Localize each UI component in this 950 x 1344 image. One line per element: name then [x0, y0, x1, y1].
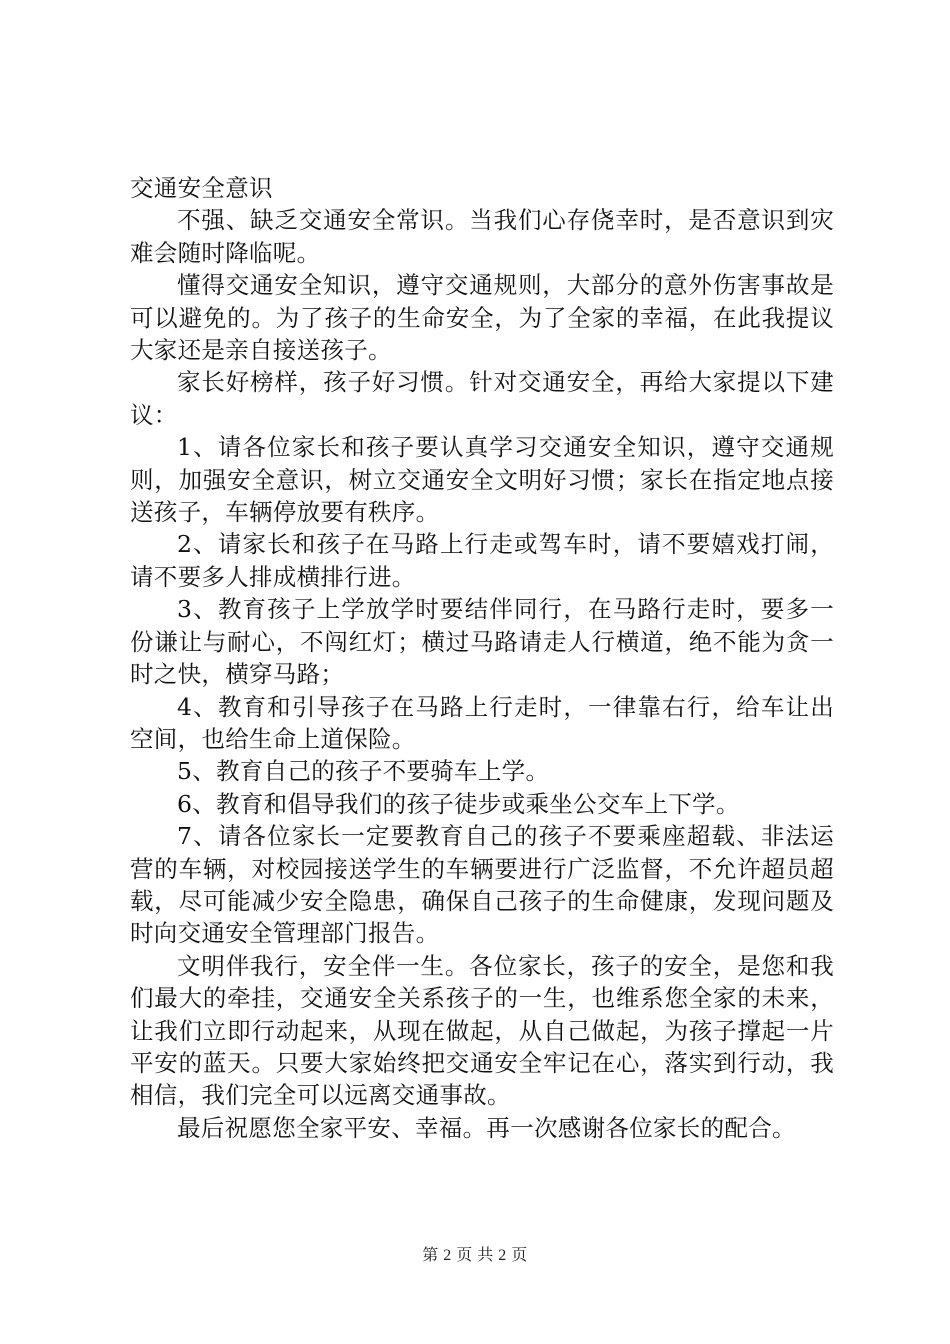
- list-item: 1、请各位家长和孩子要认真学习交通安全知识，遵守交通规则，加强安全意识，树立交通安全文明好习惯；家长在指定地点接送孩子，车辆停放要有秩序。: [130, 433, 834, 527]
- paragraph: 最后祝愿您全家平安、幸福。再一次感谢各位家长的配合。: [177, 1113, 796, 1142]
- document-body: [130, 172, 834, 1144]
- paragraph: 不强、缺乏交通安全常识。当我们心存侥幸时，是否意识到灾难会随时降临呢。: [130, 206, 834, 267]
- paragraph: 文明伴我行，安全伴一生。各位家长，孩子的安全，是您和我们最大的牵挂，交通安全关系孩子的一生，也维系您全家的未来，让我们立即行动起来，从现在做起，从自己做起，为孩子撑起一片平安的蓝天。只要大家始终把交通安全牢记在心，落实到行动，我相信，我们完全可以远离交通事故。: [130, 951, 834, 1110]
- page-number-footer: 第 2 页 共 2 页: [422, 1247, 528, 1264]
- list-item: 6、教育和倡导我们的孩子徒步或乘坐公交车上下学。: [177, 789, 740, 818]
- list-item: 2、请家长和孩子在马路上行走或驾车时，请不要嬉戏打闹，请不要多人排成横排行进。: [130, 530, 834, 591]
- paragraph: 家长好榜样，孩子好习惯。针对交通安全，再给大家提以下建议：: [130, 368, 834, 429]
- list-item: 4、教育和引导孩子在马路上行走时，一律靠右行，给车让出空间，也给生命上道保险。: [130, 692, 834, 753]
- paragraph-heading: 交通安全意识: [130, 174, 273, 202]
- list-item: 7、请各位家长一定要教育自己的孩子不要乘座超载、非法运营的车辆，对校园接送学生的车辆要进行广泛监督，不允许超员超载，尽可能减少安全隐患，确保自己孩子的生命健康，发现问题及时向交通安全管理部门报告。: [130, 822, 834, 948]
- list-item: 3、教育孩子上学放学时要结伴同行，在马路行走时，要多一份谦让与耐心，不闯红灯；横过马路请走人行横道，绝不能为贪一时之快，横穿马路；: [130, 595, 834, 689]
- list-item: 5、教育自己的孩子不要骑车上学。: [177, 757, 550, 786]
- paragraph: 懂得交通安全知识，遵守交通规则，大部分的意外伤害事故是可以避免的。为了孩子的生命安全，为了全家的幸福，在此我提议大家还是亲自接送孩子。: [130, 271, 834, 365]
